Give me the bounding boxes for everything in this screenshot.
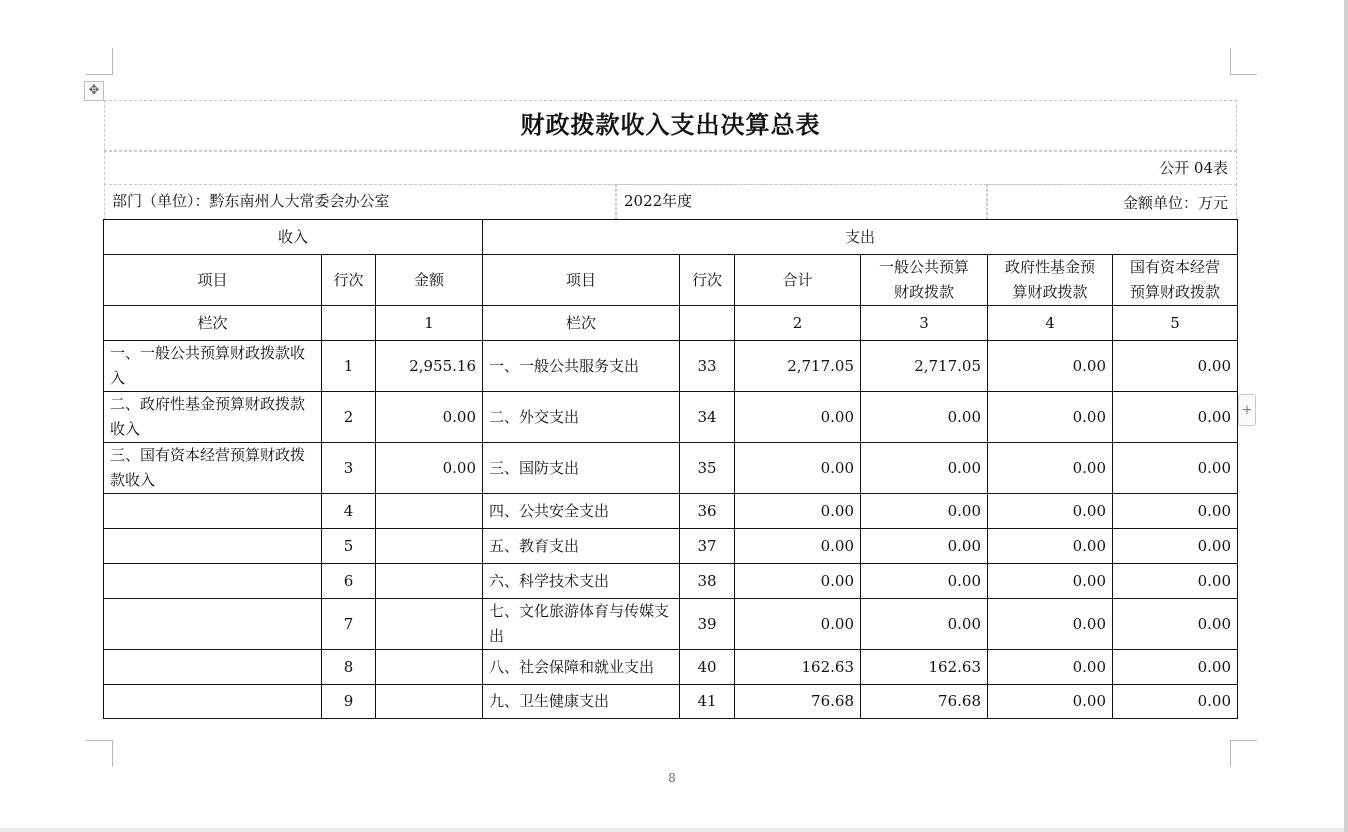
total-amount: 162.63 xyxy=(735,650,861,685)
year-cell xyxy=(616,184,987,220)
expense-header: 支出 xyxy=(483,220,1238,255)
expense-row-number: 38 xyxy=(680,564,735,599)
total-header: 合计 xyxy=(735,255,861,306)
expense-item-header: 项目 xyxy=(483,255,680,306)
crop-mark-bottom-right xyxy=(1230,740,1257,767)
general-budget-amount: 0.00 xyxy=(861,529,988,564)
gov-fund-amount: 0.00 xyxy=(988,685,1113,719)
expense-row-number: 40 xyxy=(680,650,735,685)
table-row xyxy=(104,341,1238,392)
add-column-plus-icon[interactable]: + xyxy=(1238,394,1256,426)
income-item xyxy=(104,599,322,650)
expense-row-number: 39 xyxy=(680,599,735,650)
state-capital-header xyxy=(1113,255,1238,306)
total-amount: 0.00 xyxy=(735,392,861,443)
table-row xyxy=(104,443,1238,494)
gov-fund-amount: 0.00 xyxy=(988,341,1113,392)
income-amount xyxy=(376,650,483,685)
general-budget-amount: 2,717.05 xyxy=(861,341,988,392)
table-move-handle-icon[interactable]: ✥ xyxy=(84,81,104,101)
expense-item: 四、公共安全支出 xyxy=(483,494,680,529)
form-number: 公开 04表 xyxy=(1159,159,1228,177)
income-row-number: 7 xyxy=(322,599,376,650)
income-lanci: 栏次 xyxy=(104,306,322,341)
expense-item: 九、卫生健康支出 xyxy=(483,685,680,719)
income-amount xyxy=(376,494,483,529)
state-capital-amount: 0.00 xyxy=(1113,564,1238,599)
general-budget-amount: 0.00 xyxy=(861,494,988,529)
general-budget-amount: 0.00 xyxy=(861,443,988,494)
income-amount: 2,955.16 xyxy=(376,341,483,392)
income-header: 收入 xyxy=(104,220,483,255)
form-number-row xyxy=(104,151,1237,185)
general-budget-header xyxy=(861,255,988,306)
table-row xyxy=(104,564,1238,599)
income-item xyxy=(104,685,322,719)
general-budget-header-line2: 财政拨款 xyxy=(893,283,954,301)
table-title: 财政拨款收入支出决算总表 xyxy=(104,100,1237,151)
total-amount: 0.00 xyxy=(735,494,861,529)
expense-lanci: 栏次 xyxy=(483,306,680,341)
general-budget-header-line1: 一般公共预算 xyxy=(878,258,969,276)
expense-row-number: 35 xyxy=(680,443,735,494)
gov-fund-amount: 0.00 xyxy=(988,564,1113,599)
crop-mark-top-right xyxy=(1230,48,1257,75)
gov-fund-amount: 0.00 xyxy=(988,650,1113,685)
general-budget-amount: 0.00 xyxy=(861,392,988,443)
crop-mark-bottom-left xyxy=(86,740,113,767)
col-number-2: 2 xyxy=(735,306,861,341)
state-capital-amount: 0.00 xyxy=(1113,341,1238,392)
expense-row-header: 行次 xyxy=(680,255,735,306)
income-amount xyxy=(376,529,483,564)
table-row xyxy=(104,494,1238,529)
income-row-number: 4 xyxy=(322,494,376,529)
income-item xyxy=(104,564,322,599)
total-amount: 0.00 xyxy=(735,443,861,494)
empty-cell xyxy=(680,306,735,341)
general-budget-amount: 0.00 xyxy=(861,599,988,650)
total-amount: 0.00 xyxy=(735,564,861,599)
total-amount: 2,717.05 xyxy=(735,341,861,392)
income-amount xyxy=(376,599,483,650)
general-budget-amount: 162.63 xyxy=(861,650,988,685)
table-row xyxy=(104,599,1238,650)
income-amount: 0.00 xyxy=(376,443,483,494)
expense-item: 六、科学技术支出 xyxy=(483,564,680,599)
expense-item: 七、文化旅游体育与传媒支出 xyxy=(483,599,680,650)
state-capital-amount: 0.00 xyxy=(1113,443,1238,494)
gov-fund-header-line1: 政府性基金预 xyxy=(1004,258,1095,276)
gov-fund-amount: 0.00 xyxy=(988,599,1113,650)
expense-row-number: 36 xyxy=(680,494,735,529)
income-amount-header: 金额 xyxy=(376,255,483,306)
col-number-3: 3 xyxy=(861,306,988,341)
income-item xyxy=(104,529,322,564)
state-capital-amount: 0.00 xyxy=(1113,392,1238,443)
general-budget-amount: 76.68 xyxy=(861,685,988,719)
income-amount xyxy=(376,564,483,599)
income-row-number: 9 xyxy=(322,685,376,719)
year-label: 2022年度 xyxy=(624,192,693,210)
table-row xyxy=(104,650,1238,685)
gov-fund-header-line2: 算财政拨款 xyxy=(1012,283,1088,301)
col-number-5: 5 xyxy=(1113,306,1238,341)
income-row-number: 5 xyxy=(322,529,376,564)
gov-fund-amount: 0.00 xyxy=(988,494,1113,529)
col-number-4: 4 xyxy=(988,306,1113,341)
state-capital-header-line1: 国有资本经营 xyxy=(1129,258,1220,276)
income-item: 三、国有资本经营预算财政拨款收入 xyxy=(104,443,322,494)
income-row-number: 2 xyxy=(322,392,376,443)
total-amount: 0.00 xyxy=(735,529,861,564)
state-capital-amount: 0.00 xyxy=(1113,529,1238,564)
state-capital-amount: 0.00 xyxy=(1113,685,1238,719)
empty-cell xyxy=(322,306,376,341)
income-row-number: 1 xyxy=(322,341,376,392)
income-item: 二、政府性基金预算财政拨款收入 xyxy=(104,392,322,443)
table-row xyxy=(104,685,1238,719)
income-amount xyxy=(376,685,483,719)
unit-cell xyxy=(987,184,1237,220)
income-row-header: 行次 xyxy=(322,255,376,306)
table-row xyxy=(104,392,1238,443)
expense-row-number: 41 xyxy=(680,685,735,719)
income-item-header: 项目 xyxy=(104,255,322,306)
table-row xyxy=(104,529,1238,564)
gov-fund-amount: 0.00 xyxy=(988,529,1113,564)
expense-row-number: 33 xyxy=(680,341,735,392)
unit-label: 金额单位：万元 xyxy=(1122,194,1228,212)
gov-fund-amount: 0.00 xyxy=(988,392,1113,443)
total-amount: 76.68 xyxy=(735,685,861,719)
expense-row-number: 34 xyxy=(680,392,735,443)
expense-item: 三、国防支出 xyxy=(483,443,680,494)
income-amount: 0.00 xyxy=(376,392,483,443)
state-capital-amount: 0.00 xyxy=(1113,650,1238,685)
finance-table xyxy=(103,219,1238,719)
income-item xyxy=(104,650,322,685)
right-edge-scrollbar[interactable] xyxy=(1344,0,1348,832)
gov-fund-amount: 0.00 xyxy=(988,443,1113,494)
income-item xyxy=(104,494,322,529)
gov-fund-header xyxy=(988,255,1113,306)
state-capital-amount: 0.00 xyxy=(1113,599,1238,650)
total-amount: 0.00 xyxy=(735,599,861,650)
general-budget-amount: 0.00 xyxy=(861,564,988,599)
page-number: 8 xyxy=(668,771,676,785)
department-label: 部门（单位）：黔东南州人大常委会办公室 xyxy=(112,192,390,210)
income-row-number: 3 xyxy=(322,443,376,494)
income-row-number: 6 xyxy=(322,564,376,599)
expense-item: 二、外交支出 xyxy=(483,392,680,443)
income-item: 一、一般公共预算财政拨款收入 xyxy=(104,341,322,392)
state-capital-amount: 0.00 xyxy=(1113,494,1238,529)
state-capital-header-line2: 预算财政拨款 xyxy=(1129,283,1220,301)
crop-mark-top-left xyxy=(86,48,113,75)
expense-row-number: 37 xyxy=(680,529,735,564)
income-row-number: 8 xyxy=(322,650,376,685)
department-cell xyxy=(104,184,616,220)
expense-item: 一、一般公共服务支出 xyxy=(483,341,680,392)
expense-item: 五、教育支出 xyxy=(483,529,680,564)
expense-item: 八、社会保障和就业支出 xyxy=(483,650,680,685)
col-number-1: 1 xyxy=(376,306,483,341)
